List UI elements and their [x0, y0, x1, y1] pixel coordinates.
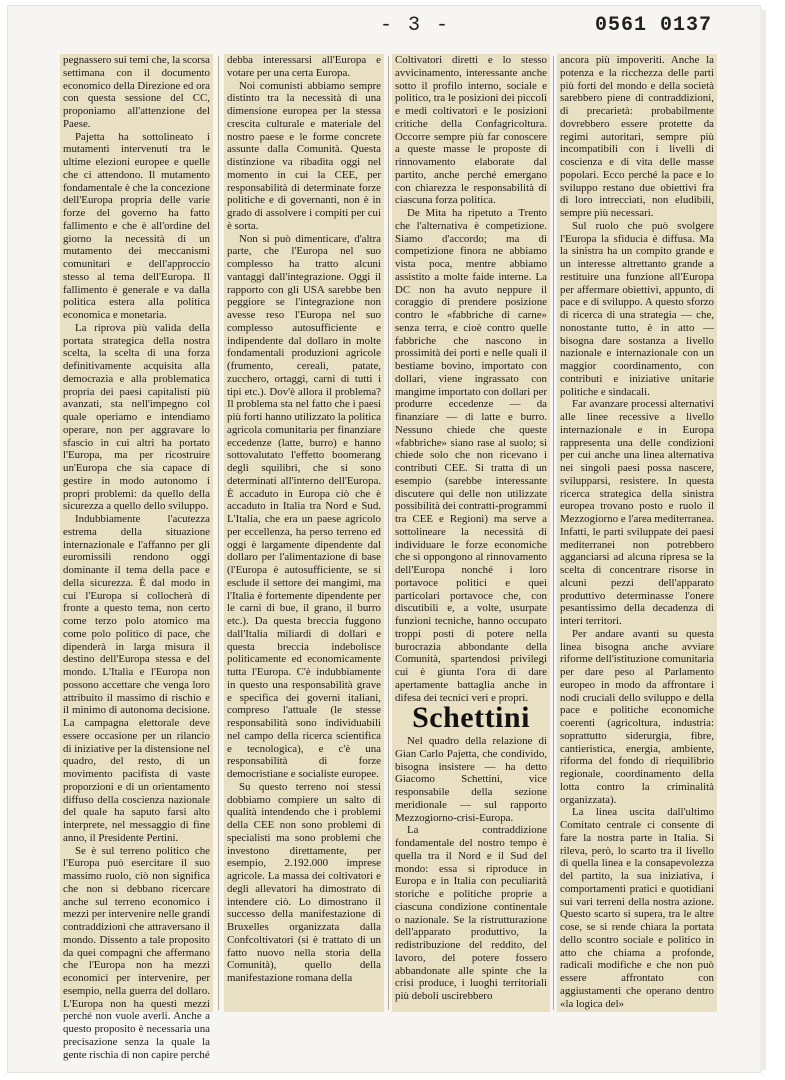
column-4 — [557, 54, 717, 1012]
paragraph: ancora più impoveriti. Anche la potenza e la ricchezza delle parti più forti del mondo e della società sarebbero piene di contraddizioni, di precarietà: probabilmente dovrebbero essere protette da regimi autoritari, sempre più incompatibili con i livelli di coscienza e di vita delle masse popolari. Ecco perché la pace e lo sviluppo restano due obiettivi fra di loro intrecciati, non eludibili, sempre più necessari. — [560, 54, 714, 219]
page-edge-shadow — [760, 10, 766, 1070]
column-2 — [224, 54, 384, 1012]
paragraph: La linea uscita dall'ultimo Comitato centrale ci consente di fare la nostra parte in Italia. Si rileva, però, lo scarto tra il livello di quella linea e la consapevolezza del partito, la sua iniziativa, i comportamenti pratici e quotidiani sui vari terreni della nostra azione. Questo scarto si supera, tra le altre cose, se si rende chiara la portata dello scontro sociale e politico in atto che chiama a profonde, radicali modifiche e che non può essere affrontato con aggiustamenti che operano dentro «la logica del» — [560, 806, 714, 1010]
column-3 — [392, 54, 550, 1012]
paragraph: La contraddizione fondamentale del nostro tempo è quella tra il Nord e il Sud del mondo: essa si riproduce in Europa e in Italia con peculiarità storiche e politiche proprie a ciascuna condizione continentale o nazionale. Se la ristrutturazione dell'apparato produttivo, la redistribuzione del reddito, del lavoro, del potere fossero abbandonate alle spinte che la crisi produce, i luoghi territoriali più deboli uscirebbero — [395, 824, 547, 1002]
paragraph: Coltivatori diretti e lo stesso avvicinamento, interessante anche sotto il profilo interno, sociale e politico, tra le posizioni dei piccoli e medi coltivatori e le posizioni critiche della Confagricoltura. Occorre sempre più far conoscere a queste masse le proposte di rinnovamento elaborate dal partito, anche perché emergano con chiarezza le responsabilità di ciascuna forza politica. — [395, 54, 547, 207]
paragraph: Indubbiamente l'acutezza estrema della situazione internazionale e l'affanno per gli euromissili rendono oggi dominante il tema della pace e della sicurezza. È dal modo in cui l'Europa si collocherà di fronte a questo tema, non certo come terzo polo atomico ma come polo politico di pace, che dipenderà in larga misura il destino dell'Europa stessa e del mondo. L'Italia e l'Europa non possono accettare che venga loro attribuito il massimo di rischio e il minimo di autonoma decisione. La campagna elettorale deve essere occasione per un rilancio di iniziative per la distensione nel quadro, del resto, di un movimento pacifista di vaste proporzioni e di un orientamento diffuso della coscienza nazionale del quale ha saputo farsi alto interprete, nel messaggio di fine anno, il Presidente Pertini. — [63, 513, 210, 844]
column-3-text — [392, 54, 550, 1003]
paragraph: De Mita ha ripetuto a Trento che l'alternativa è competizione. Siamo d'accordo; ma di competizione finora ne abbiamo vista poca, mentre abbiamo assistito a molte faide interne. La DC non ha avuto neppure il coraggio di prendere posizione contro le «fabbriche di carne» senza terra, e cioè contro quelle fabbriche che nascono in prossimità dei porti e nelle quali il bestiame bovino, importato con dollari, viene ingrassato con mangime importato con dollari per produrre eccedenze — da finanziare — di latte e burro. Nessuno chiede che queste «fabbriche» siano rase al suolo; si chiede solo che non ricevano i contributi CEE. Si tratta di un esempio (sarebbe interessante discutere qui delle non utilizzate possibilità dei contratti-programmi tra CEE e Regioni) ma serve a sottolineare la necessità di individuare le forze economiche che si oppongono al rinnovamento dell'Europa nonché i loro portavoce politici e quei particolari portavoce che, con discutibili e, a volte, usurpate funzioni tecniche, hanno occupato troppi posti di potere nella burocrazia abbondante della Comunità, spartendosi privilegi cui è giunta l'ora di dare apertamente battaglia anche in difesa dei tecnici veri e propri. — [395, 207, 547, 704]
column-1-text — [60, 54, 213, 1061]
paragraph: Su questo terreno noi stessi dobbiamo compiere un salto di qualità intendendo che i problemi della CEE non sono problemi di specialisti ma sono problemi che investono direttamente, per esempio, 2.192.000 imprese agricole. La massa dei coltivatori e degli allevatori ha dimostrato di intendere ciò. Lo dimostrano il successo della manifestazione di Bruxelles organizzata dalla Confcoltivatori (si è trattato di un fatto nuovo nella storia della Comunità), quello della manifestazione romana della — [227, 780, 381, 984]
column-4-text — [557, 54, 717, 1010]
column-2-text — [224, 54, 384, 985]
paragraph: Sul ruolo che può svolgere l'Europa la sfiducia è diffusa. Ma la sinistra ha un compito grande e un interesse altrettanto grande a restituire una funzione all'Europa per affermare obiettivi, appunto, di pace e di sviluppo. A questo sforzo di ricerca di una strategia — che, nonostante tutto, è in atto — bisogna dare sostanza a livello nazionale e internazionale con un maggior coordinamento, con contributi e iniziative unitarie politiche e sindacali. — [560, 219, 714, 398]
paragraph: debba interessarsi all'Europa e votare per una certa Europa. — [227, 54, 381, 79]
paragraph: Nel quadro della relazione di Gian Carlo Pajetta, che condivido, bisogna insistere — ha detto Giacomo Schettini, vice responsabile della sezione meridionale — sul rapporto Mezzogiorno-crisi-Europa. — [395, 735, 547, 824]
column-divider — [218, 56, 219, 1010]
column-1 — [60, 54, 213, 1061]
page-number: - 3 - — [380, 14, 451, 37]
paragraph: Noi comunisti abbiamo sempre distinto tra la necessità di una dimensione europea per la stessa crescita culturale e materiale del nostro paese e le forme concrete assunte dalla Comunità. Questa distinzione va ribadita oggi nel momento in cui la CEE, per responsabilità di determinate forze politiche e di governanti, non è in grado di assolvere i compiti per cui è sorta. — [227, 79, 381, 232]
paragraph: Per andare avanti su questa linea bisogna anche avviare riforme dell'istituzione comunitaria per dare peso al Parlamento europeo in modo da affrontare i nodi cruciali dello sviluppo e della pace e politiche economiche coerenti (agricoltura, industria: soprattutto siderurgia, fibre, cantieristica, energia, ambiente, riforma del fondo di riequilibrio regionale, coordinamento della lotta contro la criminalità organizzata). — [560, 627, 714, 806]
paragraph: pegnassero sui temi che, la scorsa settimana con il documento economico della Direzione ed ora con questa sessione del CC, proponiamo all'attenzione del Paese. — [63, 54, 210, 130]
column-divider — [388, 56, 389, 1010]
paragraph: La riprova più valida della portata strategica della nostra scelta, la scelta di una forza definitivamente acquisita alla democrazia e alla problematica propria dei paesi capitalisti più avanzati, sta nell'impegno col quale operiamo e intendiamo operare, non per aggravare lo sfascio in cui altri ha portato l'Europa, ma per ricostruire un'Europa che sia capace di gestire in modo autonomo i propri problemi: da quello della sicurezza a quello dello sviluppo. — [63, 321, 210, 513]
column-divider — [553, 56, 554, 1010]
archive-reference: 0561 0137 — [595, 14, 713, 37]
paragraph: Non si può dimenticare, d'altra parte, che l'Europa nel suo complesso ha tratto alcuni vantaggi dall'integrazione. Oggi il rapporto con gli USA sarebbe ben peggiore se l'integrazione non avesse reso l'Europa nel suo complesso autosufficiente e indipendente dal dollaro in molte fondamentali produzioni agricole (frumento, cereali, patate, zucchero, ortaggi, carni di tutti i tipi etc.). Dov'è allora il problema? Il problema sta nel fatto che i paesi più forti hanno utilizzato la politica agricola comunitaria per finanziare eccedenze (latte, burro) e hanno sottovalutato l'effetto boomerang degli squilibri, che si sono determinati all'interno dell'Europa. È accaduto in Europa ciò che è accaduto in Italia tra Nord e Sud. L'Italia, che era un paese agricolo per eccellenza, ha perso terreno ed oggi è largamente dipendente dal dollaro per l'alimentazione di base (l'Europa è autosufficiente, se si esclude il settore dei mangimi, ma l'Italia è fortemente dipendente per le carni di bue, il grano, il burro etc.). Da questa breccia fuggono dall'Italia miliardi di dollari e questa breccia indebolisce politicamente ed economicamente tutta l'Europa. C'è indubbiamente in questo una responsabilità grave e specifica dei governi italiani, compreso l'attuale (le stesse responsabilità sono individuabili nel campo della ricerca scientifica e tecnologica), e c'è una responsabilità di forze democristiane e socialiste europee. — [227, 232, 381, 780]
paragraph: Pajetta ha sottolineato i mutamenti intervenuti tra le ultime elezioni europee e quelle che ci attendono. Il mutamento fondamentale è che la concezione dell'Europa propria delle varie forze del governo ha fatto fallimento e che è all'ordine del giorno la necessità di un mutamento dei meccanismi comunitari e dell'approccio stesso al tema dell'Europa. Il fallimento è generale e va dalla politica estera alla politica economica e monetaria. — [63, 130, 210, 321]
section-headline: Schettini — [412, 701, 530, 735]
paragraph: Far avanzare processi alternativi alle linee recessive a livello internazionale e in Europa rappresenta una delle condizioni per cui anche una linea alternativa nei singoli paesi possa nascere, svilupparsi, resistere. In questa ricerca strategica della sinistra europea trovano posto e ruolo il Mezzogiorno e l'area mediterranea. Infatti, le parti sviluppate dei paesi mediterranei non potrebbero agganciarsi ad alcuna ripresa se la scelta di concentrare risorse in alcuni pezzi dell'apparato produttivo determinasse l'onere pesantissimo della decadenza di interi territori. — [560, 398, 714, 627]
paragraph: Se è sul terreno politico che l'Europa può esercitare il suo massimo ruolo, ciò non significa che non si debbano ricercare anche sul terreno economico i mezzi per intervenire nelle grandi contraddizioni che attraversano il mondo. Dissento a tale proposito da quei compagni che affermano che l'Europa non ha mezzi economici per intervenire, per esempio, nella guerra del dollaro. L'Europa non ha questi mezzi perché non vuole averli. Anche a questo proposito è necessaria una precisazione senza la quale la gente rischia di non capire perché — [63, 844, 210, 1061]
